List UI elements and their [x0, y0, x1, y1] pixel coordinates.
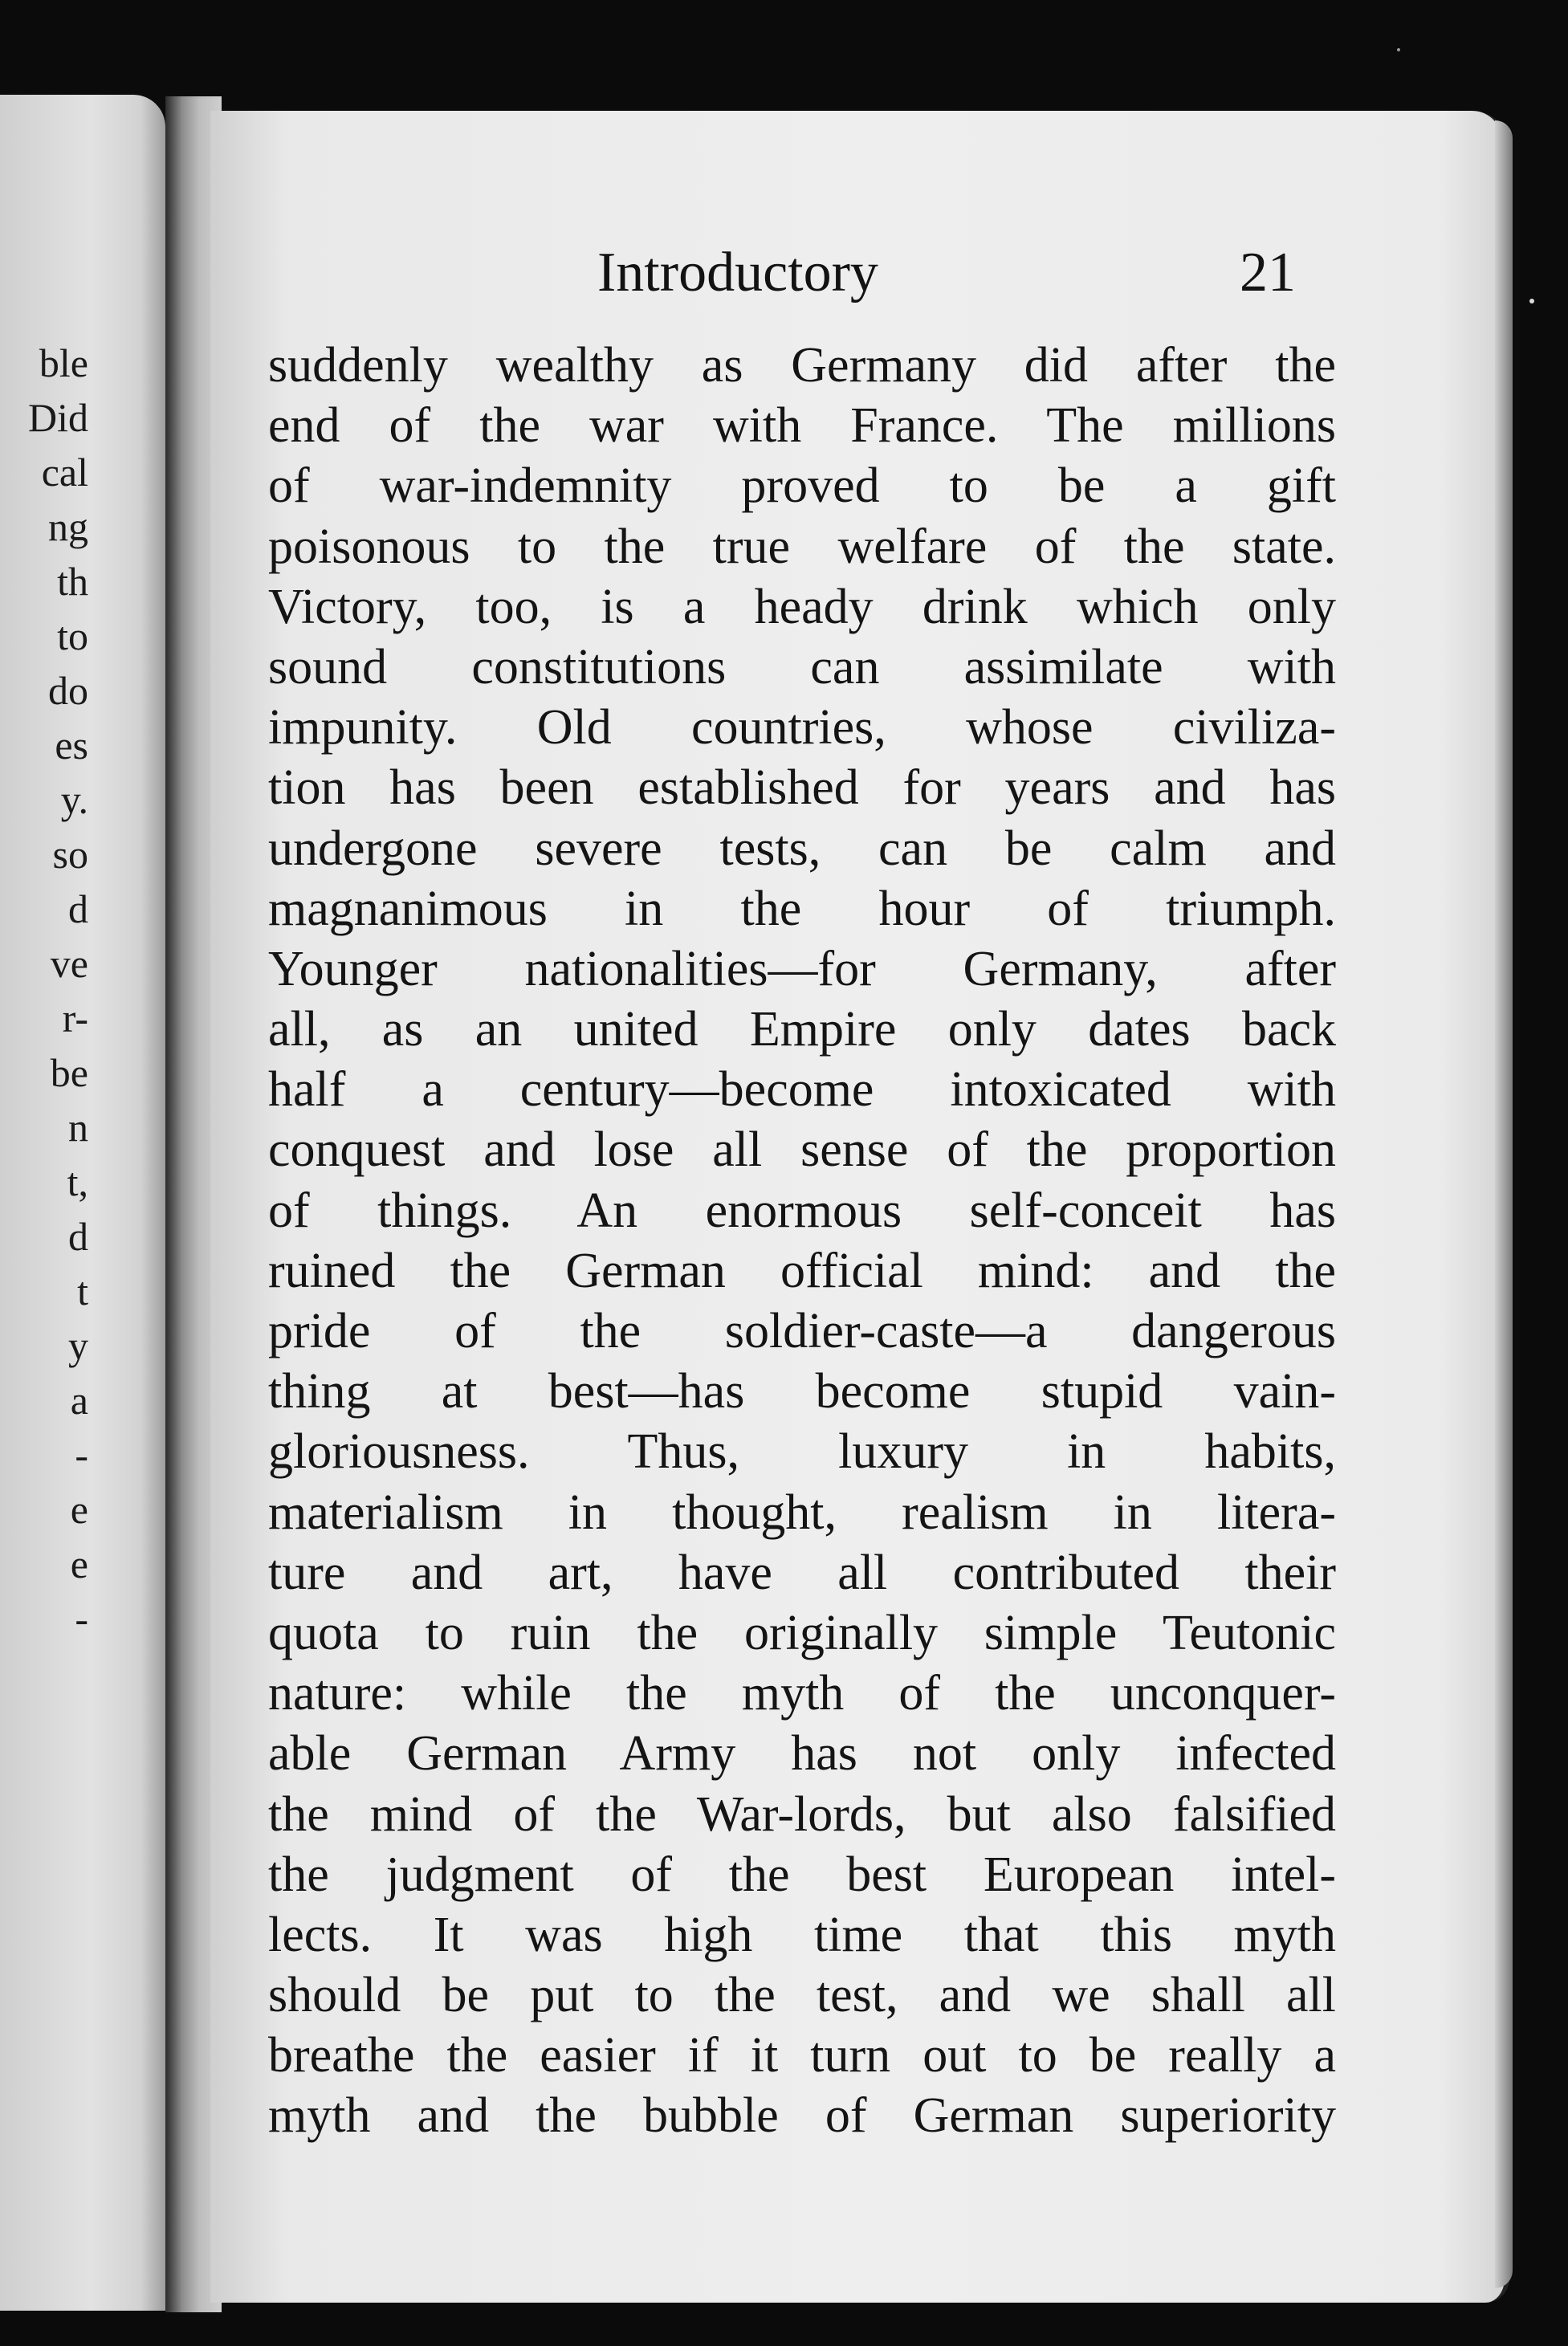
text-line: impunity. Old countries, whose civiliza- [268, 700, 1336, 756]
left-fragment: r- [62, 996, 88, 1041]
text-line: should be put to the test, and we shall all [268, 1968, 1336, 2023]
text-line: Victory, too, is a heady drink which only [268, 579, 1336, 634]
text-line: all, as an united Empire only dates back [268, 1002, 1336, 1057]
text-line: gloriousness. Thus, luxury in habits, [268, 1424, 1336, 1480]
left-fragment: ble [39, 340, 88, 385]
page-edge [1495, 120, 1513, 2288]
left-fragment: to [57, 613, 88, 658]
page-number: 21 [1240, 242, 1296, 303]
text-line: myth and the bubble of German superiority [268, 2088, 1336, 2144]
text-line: ture and art, have all contributed their [268, 1545, 1336, 1600]
left-fragment: th [57, 559, 88, 604]
text-line: tion has been established for years and has [268, 760, 1336, 816]
scan-speck [1529, 299, 1534, 303]
left-fragment: - [75, 1432, 88, 1477]
left-fragment: e [70, 1542, 88, 1586]
text-line: able German Army has not only infected [268, 1726, 1336, 1782]
left-fragment: n [68, 1105, 88, 1150]
text-line: quota to ruin the originally simple Teutonic [268, 1605, 1336, 1660]
left-fragment: y. [60, 777, 88, 822]
left-fragment: be [50, 1050, 88, 1095]
text-line: ruined the German official mind: and the [268, 1243, 1336, 1298]
text-line: pride of the soldier-caste—a dangerous [268, 1304, 1336, 1358]
text-line: suddenly wealthy as Germany did after the [268, 338, 1336, 393]
text-line: the mind of the War-lords, but also falsified [268, 1786, 1336, 1842]
text-line: conquest and lose all sense of the proportion [268, 1122, 1336, 1178]
text-line: breathe the easier if it turn out to be really a [268, 2028, 1336, 2083]
text-line: poisonous to the true welfare of the state. [268, 519, 1336, 574]
text-line: of things. An enormous self-conceit has [268, 1183, 1336, 1238]
text-line: of war-indemnity proved to be a gift [268, 458, 1336, 514]
left-fragment: d [68, 1214, 88, 1259]
left-fragment: Did [28, 395, 88, 440]
text-line: magnanimous in the hour of triumph. [268, 881, 1336, 936]
text-line: thing at best—has become stupid vain- [268, 1364, 1336, 1419]
left-fragment: - [75, 1596, 88, 1641]
left-fragment: d [68, 886, 88, 931]
left-fragment: so [52, 832, 88, 877]
scan-speck [1397, 48, 1400, 51]
text-line: undergone severe tests, can be calm and [268, 821, 1336, 876]
text-line: end of the war with France. The millions [268, 398, 1336, 454]
text-line: Younger nationalities—for Germany, after [268, 941, 1336, 996]
text-line: the judgment of the best European intel- [268, 1847, 1336, 1902]
text-line: lects. It was high time that this myth [268, 1907, 1336, 1962]
left-fragment: t [77, 1269, 88, 1314]
text-line: nature: while the myth of the unconquer- [268, 1666, 1336, 1721]
left-page-text-fragments [0, 336, 88, 1646]
left-fragment: e [70, 1487, 88, 1532]
left-fragment: es [55, 723, 88, 768]
left-fragment: t, [67, 1159, 88, 1204]
left-fragment: do [48, 668, 88, 713]
left-fragment: y [68, 1323, 88, 1368]
text-line: sound constitutions can assimilate with [268, 639, 1336, 694]
text-line: materialism in thought, realism in litera- [268, 1485, 1336, 1540]
left-fragment: ve [50, 941, 88, 986]
body-text [268, 336, 1336, 2147]
left-fragment: a [70, 1378, 88, 1423]
text-line: half a century—become intoxicated with [268, 1062, 1336, 1118]
left-fragment: cal [41, 450, 88, 495]
running-title: Introductory [597, 242, 878, 303]
left-page [0, 95, 165, 2311]
left-fragment: ng [48, 504, 88, 549]
page-header [597, 241, 1296, 313]
